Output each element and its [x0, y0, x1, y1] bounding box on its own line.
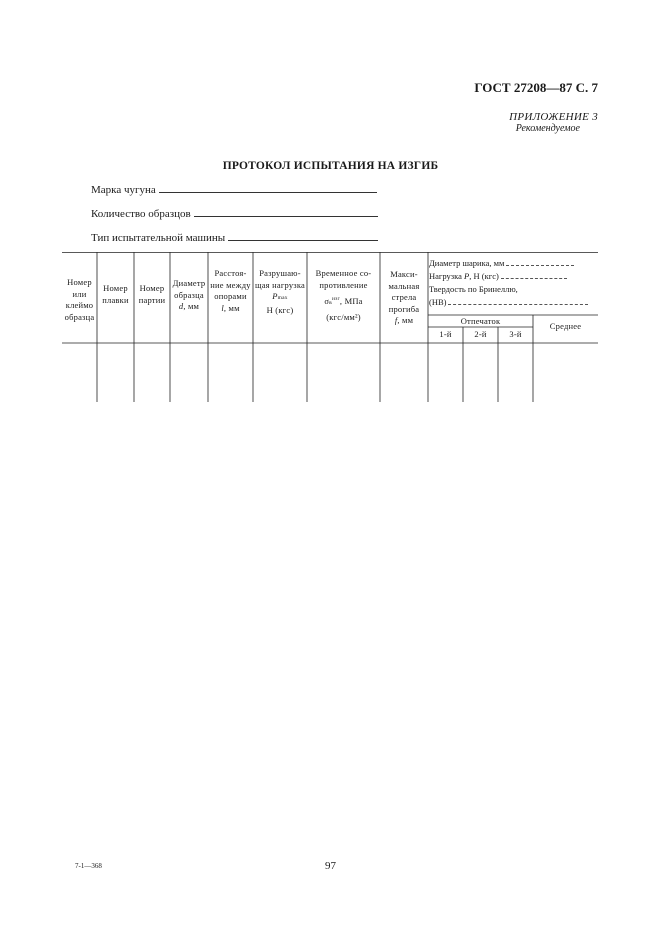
blank-line: [501, 271, 567, 279]
brinell-hardness-row: Твердость по Бринеллю,: [429, 284, 518, 294]
imprint-1-header: 1-й: [439, 329, 452, 339]
field-label: Марка чугуна: [91, 184, 156, 196]
col-sample-number-header: Номер или клеймо образца: [64, 277, 95, 322]
col-deflection-unit: f, мм: [394, 315, 414, 325]
field-label: Количество образцов: [91, 208, 191, 220]
col-bending-strength-symbol: $\sigma в^{изг}$, МПа: [324, 295, 363, 306]
col-breaking-load-unit: Н (кгс): [266, 304, 294, 315]
protocol-table: [62, 252, 598, 402]
col-diameter-header: [170, 278, 208, 313]
hb-row: (HB): [429, 296, 598, 309]
col-deflection-header: [380, 269, 428, 327]
col-span-header: [208, 268, 253, 314]
col-melt-number-header: Номер плавки: [102, 283, 129, 305]
col-diameter-unit: d, мм: [178, 301, 200, 311]
blank-line: [506, 258, 574, 266]
print-code: 7-1—368: [75, 862, 102, 870]
col-bending-strength-header: [307, 268, 380, 324]
col-deflection-label: Макси-мальная стрела прогиба: [388, 269, 420, 314]
imprint-2-header: 2-й: [474, 329, 487, 339]
blank-line: [159, 183, 377, 193]
blank-line: [228, 231, 378, 241]
imprint-header: Отпечаток: [460, 316, 501, 326]
col-bending-strength-unit2: (кгс/мм²): [326, 312, 361, 323]
appendix-status: Рекомендуемое: [515, 123, 580, 134]
imprint-3-header: 3-й: [509, 329, 522, 339]
field-cast-iron-grade: [91, 183, 377, 196]
page-number: 97: [325, 860, 336, 872]
gost-page-header: ГОСТ 27208—87 С. 7: [474, 80, 598, 95]
load-row: Нагрузка P, Н (кгс): [429, 270, 598, 283]
col-bending-strength-label: Временное со-противление: [315, 268, 372, 290]
blank-line: [194, 207, 378, 217]
col-span-label: Расстоя-ние между опорами: [210, 268, 251, 301]
average-header: Среднее: [549, 321, 582, 331]
col-span-unit: l, мм: [221, 302, 240, 313]
col-breaking-load-label: Разрушаю-щая нагрузка: [254, 268, 306, 290]
col-breaking-load-symbol: Pmax: [272, 291, 288, 301]
blank-line: [448, 297, 588, 305]
col-diameter-label: Диаметр образца: [172, 278, 206, 300]
col-breaking-load-header: [253, 268, 307, 316]
field-machine-type: [91, 231, 378, 244]
protocol-title: ПРОТОКОЛ ИСПЫТАНИЯ НА ИЗГИБ: [222, 160, 439, 172]
field-label: Тип испытательной машины: [91, 232, 226, 244]
ball-diameter-row: Диаметр шарика, мм: [429, 257, 598, 270]
col-batch-number-header: Номер партии: [138, 283, 166, 305]
brinell-info-block: [429, 257, 598, 309]
field-sample-count: [91, 207, 378, 220]
appendix-label: ПРИЛОЖЕНИЕ 3: [509, 111, 598, 123]
